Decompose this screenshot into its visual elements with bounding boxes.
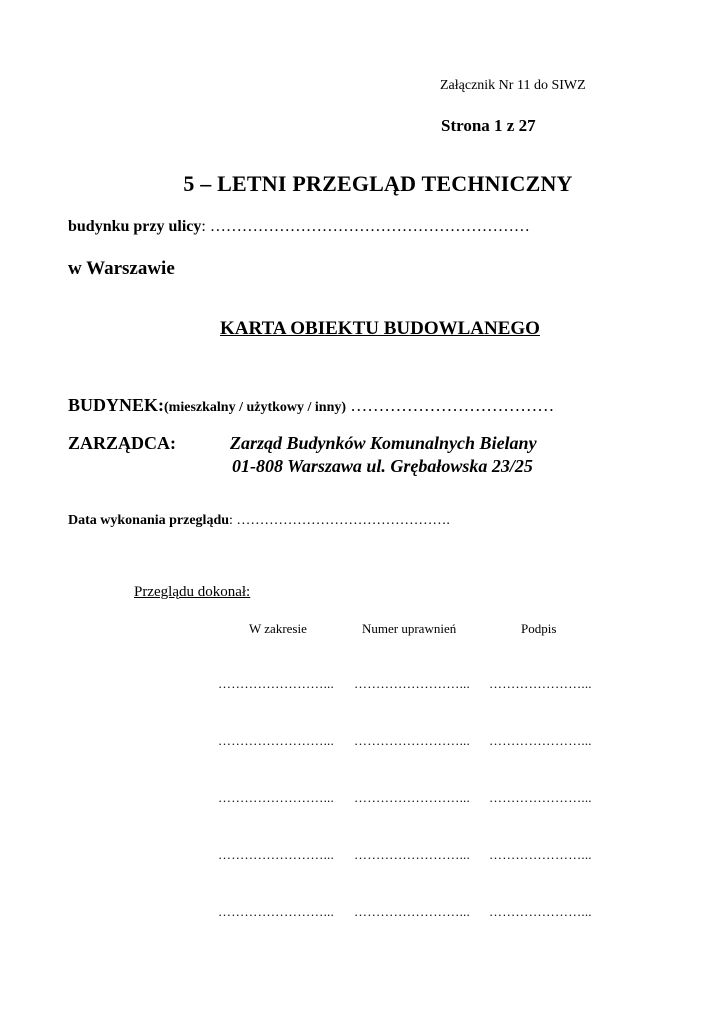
signature-field-1: …………………... <box>489 676 592 691</box>
street-line <box>68 218 530 236</box>
street-fill: : …………………………………………………… <box>201 218 530 235</box>
signature-field-3: …………………... <box>489 790 592 805</box>
scope-field-4: ……………………... <box>218 847 334 862</box>
license-field-1: ……………………... <box>354 676 470 691</box>
signature-field-5: …………………... <box>489 904 592 919</box>
building-line <box>68 395 554 416</box>
scope-field-5: ……………………... <box>218 904 334 919</box>
column-header-scope: W zakresie <box>249 621 307 636</box>
license-field-4: ……………………... <box>354 847 470 862</box>
page-indicator: Strona 1 z 27 <box>441 116 536 135</box>
scope-field-3: ……………………... <box>218 790 334 805</box>
inspection-date-fill: : ………………………………………. <box>229 513 450 528</box>
document-title: 5 – LETNI PRZEGLĄD TECHNICZNY <box>183 171 573 196</box>
license-field-2: ……………………... <box>354 733 470 748</box>
inspected-by-label: Przeglądu dokonał: <box>134 584 251 600</box>
attachment-label: Załącznik Nr 11 do SIWZ <box>440 78 586 93</box>
street-label: budynku przy ulicy <box>68 218 202 235</box>
signature-field-4: …………………... <box>489 847 592 862</box>
card-title: KARTA OBIEKTU BUDOWLANEGO <box>220 318 540 339</box>
scope-field-2: ……………………... <box>218 733 334 748</box>
city-line: w Warszawie <box>68 258 175 279</box>
building-label: BUDYNEK: <box>68 395 165 415</box>
license-field-3: ……………………... <box>354 790 470 805</box>
license-field-5: ……………………... <box>354 904 470 919</box>
building-fill: ……………………………… <box>346 396 555 415</box>
column-header-signature: Podpis <box>521 621 557 636</box>
inspection-date-label: Data wykonania przeglądu <box>68 513 230 528</box>
column-header-license: Numer uprawnień <box>362 621 457 636</box>
inspection-date-line <box>68 513 450 529</box>
manager-label: ZARZĄDCA: <box>68 433 176 453</box>
manager-address: 01-808 Warszawa ul. Grębałowska 23/25 <box>232 456 533 476</box>
scope-field-1: ……………………... <box>218 676 334 691</box>
building-options: (mieszkalny / użytkowy / inny) <box>164 400 347 415</box>
signature-field-2: …………………... <box>489 733 592 748</box>
manager-name: Zarząd Budynków Komunalnych Bielany <box>230 433 537 453</box>
